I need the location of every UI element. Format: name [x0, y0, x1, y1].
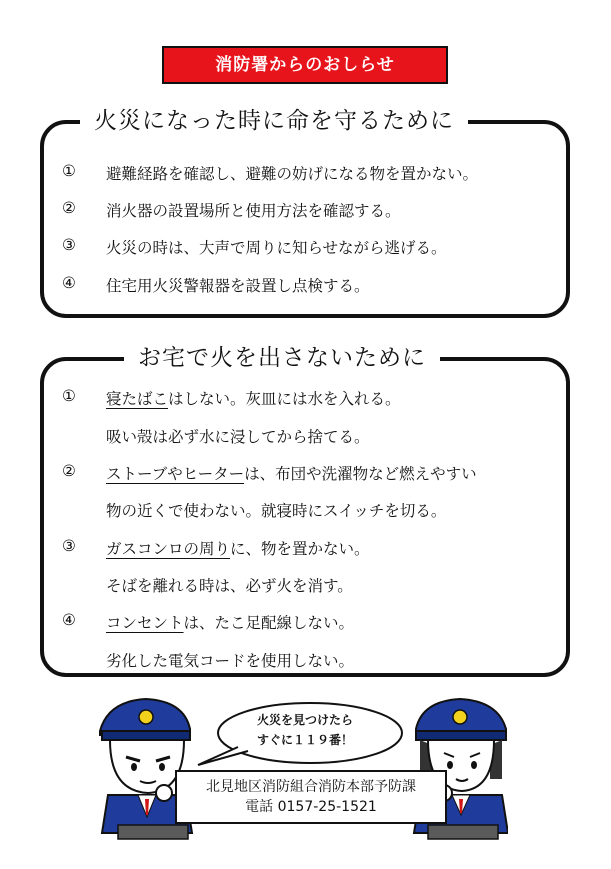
safety-section-box [40, 108, 570, 318]
item-text: は、たこ足配線しない。 [183, 614, 355, 632]
notice-banner: 消防署からのおしらせ [162, 46, 448, 84]
item-text-line2: 劣化した電気コードを使用しない。 [106, 652, 355, 670]
item-text: 火災の時は、大声で周りに知らせながら逃げる。 [106, 239, 447, 257]
item-text-line2: 物の近くで使わない。就寝時にスイッチを切る。 [106, 502, 447, 520]
item-text-line2: 吸い殻は必ず水に浸してから捨てる。 [106, 428, 370, 446]
item-keyword: 寝たばこ [106, 390, 169, 408]
item-number: ④ [62, 611, 76, 629]
item-text: はしない。灰皿には水を入れる。 [168, 390, 401, 408]
item-number: ① [62, 387, 76, 405]
item-number: ③ [62, 236, 76, 254]
item-text-line2: そばを離れる時は、必ず火を消す。 [106, 577, 353, 595]
prevention-section-box [40, 345, 570, 677]
contact-sign [175, 770, 447, 824]
item-number: ③ [62, 537, 76, 555]
item-number: ① [62, 162, 76, 180]
item-keyword: ストーブやヒーター [106, 465, 245, 483]
prevention-section-title: お宅で火を出さないために [124, 339, 440, 372]
sign-department: 北見地区消防組合消防本部予防課 [206, 779, 416, 795]
item-keyword: コンセント [106, 614, 184, 632]
sign-phone: 電話 0157-25-1521 [245, 799, 377, 815]
item-number: ② [62, 199, 76, 217]
item-keyword: ガスコンロの周り [106, 540, 231, 558]
safety-section-title: 火災になった時に命を守るために [80, 102, 468, 135]
bubble-line2: すぐに１１９番！ [256, 733, 353, 747]
speech-bubble [215, 704, 395, 758]
item-number: ② [62, 462, 76, 480]
item-text: 避難経路を確認し、避難の妨げになる物を置かない。 [106, 165, 479, 183]
item-text: 消火器の設置場所と使用方法を確認する。 [106, 202, 401, 220]
item-text: に、物を置かない。 [230, 540, 370, 558]
item-number: ④ [62, 274, 76, 292]
bubble-line1: 火災を見つけたら [256, 713, 353, 727]
item-text: は、布団や洗濯物など燃えやすい [244, 465, 477, 483]
item-text: 住宅用火災警報器を設置し点検する。 [106, 277, 370, 295]
